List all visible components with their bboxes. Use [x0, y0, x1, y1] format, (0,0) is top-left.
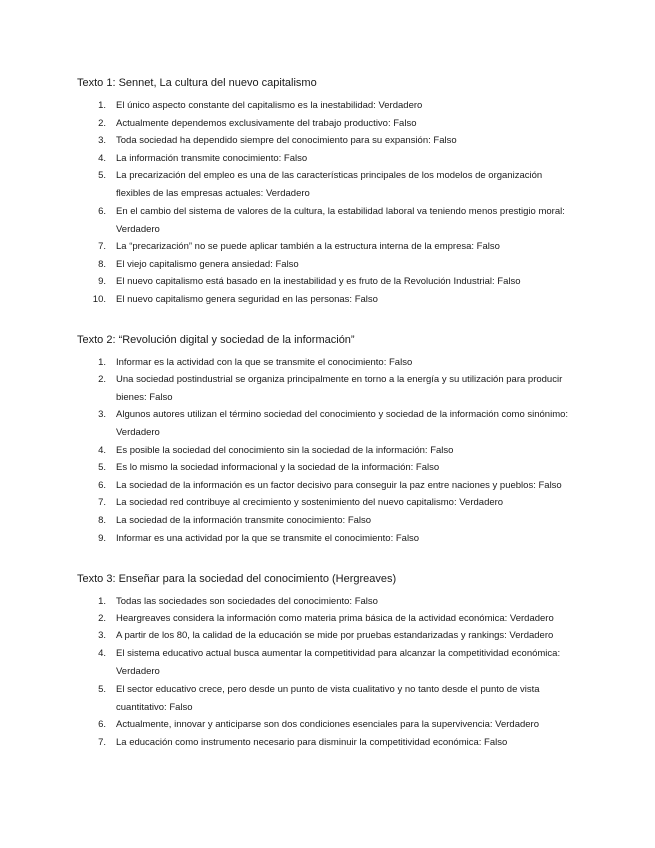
- item-text: Todas las sociedades son sociedades del conocimiento: Falso: [116, 596, 378, 607]
- item-number: 8.: [98, 259, 106, 270]
- item-text: El viejo capitalismo genera ansiedad: Falso: [116, 259, 299, 270]
- item-text: Actualmente dependemos exclusivamente del trabajo productivo: Falso: [116, 118, 417, 129]
- item-text: Informar es la actividad con la que se transmite el conocimiento: Falso: [116, 357, 413, 368]
- item-text: El nuevo capitalismo está basado en la inestabilidad y es fruto de la Revolución Industrial: Falso: [116, 276, 521, 287]
- item-text: Informar es una actividad por la que se transmite el conocimiento: Falso: [116, 533, 420, 544]
- item-number: 4.: [98, 648, 106, 659]
- item-number: 4.: [98, 153, 106, 164]
- item-text: La educación como instrumento necesario para disminuir la competitividad económica: Falso: [116, 737, 508, 748]
- item-number: 4.: [98, 445, 106, 456]
- item-number: 6.: [98, 480, 106, 491]
- item-text: Es posible la sociedad del conocimiento sin la sociedad de la información: Falso: [116, 445, 454, 456]
- item-number: 7.: [98, 737, 106, 748]
- item-number: 8.: [98, 515, 106, 526]
- item-number: 10.: [92, 294, 106, 305]
- item-number: 2.: [98, 613, 106, 624]
- item-number: 3.: [98, 409, 106, 420]
- item-text: En el cambio del sistema de valores de la cultura, la estabilidad laboral va teniendo menos prestigio moral: Verdadero: [116, 206, 565, 235]
- item-number: 3.: [98, 630, 106, 641]
- item-number: 6.: [98, 719, 106, 730]
- item-number: 5.: [98, 462, 106, 473]
- item-number: 5.: [98, 170, 106, 181]
- item-number: 7.: [98, 241, 106, 252]
- item-text: Toda sociedad ha dependido siempre del conocimiento para su expansión: Falso: [116, 135, 457, 146]
- item-number: 3.: [98, 135, 106, 146]
- item-number: 7.: [98, 497, 106, 508]
- item-text: El sector educativo crece, pero desde un punto de vista cualitativo y no tanto desde el punto de vista cuantitativo: Falso: [116, 684, 540, 713]
- item-number: 6.: [98, 206, 106, 217]
- item-text: A partir de los 80, la calidad de la educación se mide por pruebas estandarizadas y rankings: Verdadero: [116, 630, 554, 641]
- item-text: El sistema educativo actual busca aumentar la competitividad para alcanzar la competitividad económica: Verdadero: [116, 648, 561, 677]
- item-text: El único aspecto constante del capitalismo es la inestabilidad: Verdadero: [116, 100, 423, 111]
- item-text: La “precarización” no se puede aplicar también a la estructura interna de la empresa: Falso: [116, 241, 500, 252]
- section-title: Texto 3: Enseñar para la sociedad del conocimiento (Hergreaves): [77, 573, 397, 585]
- item-number: 1.: [98, 596, 106, 607]
- item-number: 2.: [98, 374, 106, 385]
- item-text: La sociedad de la información es un factor decisivo para conseguir la paz entre naciones y pueblos: Falso: [116, 480, 562, 491]
- item-number: 9.: [98, 533, 106, 544]
- section-title: Texto 2: “Revolución digital y sociedad de la información”: [77, 334, 355, 346]
- item-text: Actualmente, innovar y anticiparse son dos condiciones esenciales para la supervivencia: Verdadero: [116, 719, 539, 730]
- item-number: 9.: [98, 276, 106, 287]
- item-text: La sociedad red contribuye al crecimiento y sostenimiento del nuevo capitalismo: Verdadero: [116, 497, 504, 508]
- item-text: La información transmite conocimiento: Falso: [116, 153, 308, 164]
- item-text: El nuevo capitalismo genera seguridad en las personas: Falso: [116, 294, 378, 305]
- item-text: Algunos autores utilizan el término sociedad del conocimiento y sociedad de la información como sinónimo: Verdadero: [116, 409, 569, 438]
- item-text: La sociedad de la información transmite conocimiento: Falso: [116, 515, 372, 526]
- item-text: La precarización del empleo es una de las características principales de los modelos de organización flexibles de las empresas actuales: Verdadero: [116, 170, 543, 199]
- item-number: 2.: [98, 118, 106, 129]
- item-text: Heargreaves considera la información como materia prima básica de la actividad económica: Verdadero: [116, 613, 554, 624]
- item-number: 1.: [98, 100, 106, 111]
- item-number: 5.: [98, 684, 106, 695]
- item-number: 1.: [98, 357, 106, 368]
- item-text: Una sociedad postindustrial se organiza principalmente en torno a la energía y su utilización para producir bienes: Falso: [116, 374, 563, 403]
- item-text: Es lo mismo la sociedad informacional y la sociedad de la información: Falso: [116, 462, 440, 473]
- section-title: Texto 1: Sennet, La cultura del nuevo capitalismo: [77, 77, 317, 89]
